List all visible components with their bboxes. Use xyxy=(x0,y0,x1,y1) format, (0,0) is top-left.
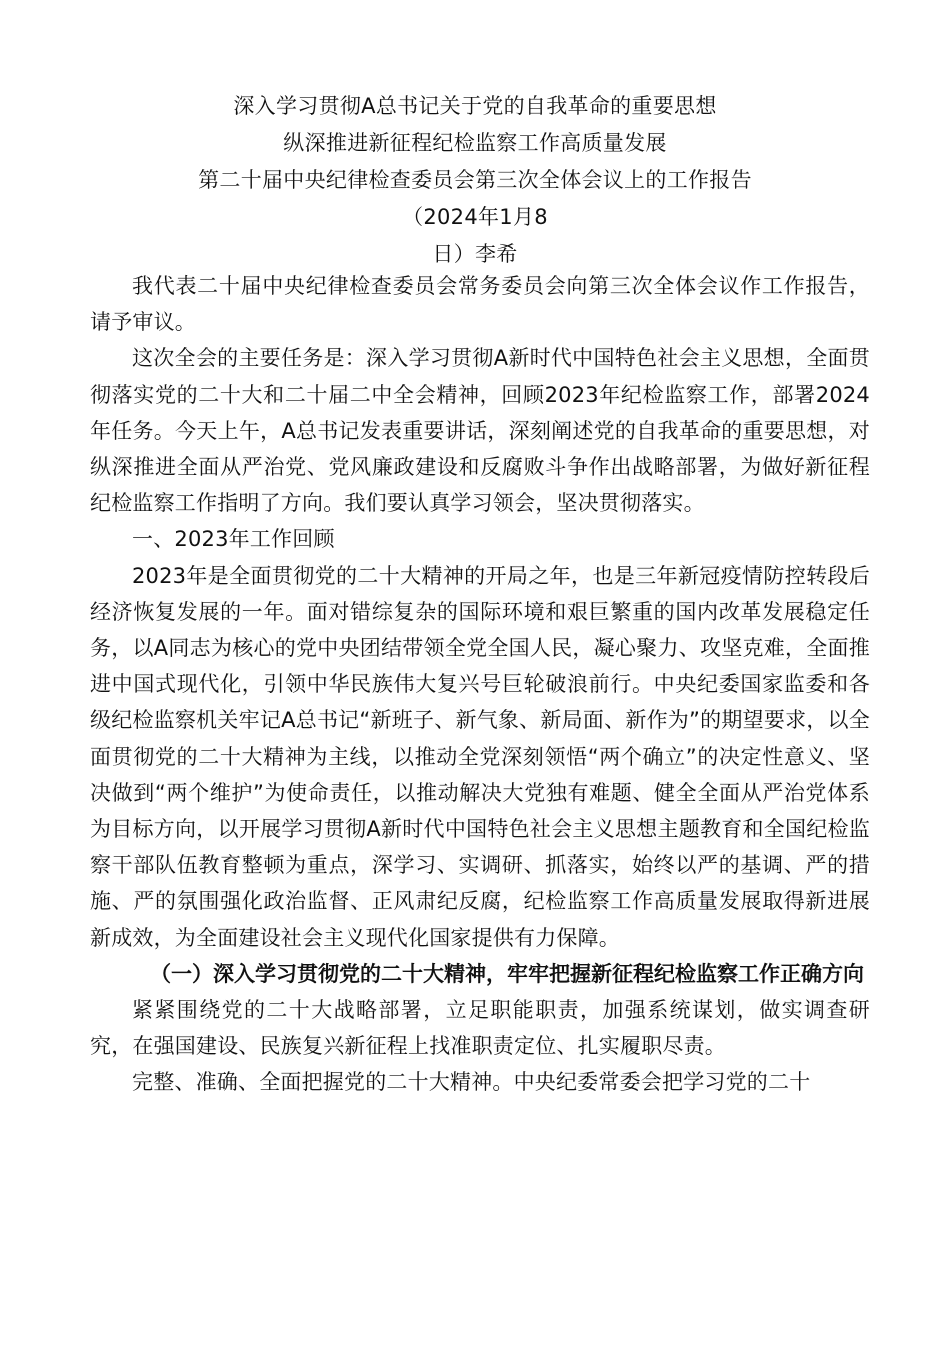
section-paragraph: 2023年是全面贯彻党的二十大精神的开局之年，也是三年新冠疫情防控转段后经济恢复发展的一年。面对错综复杂的国际环境和艰巨繁重的国内改革发展稳定任务，以A同志为核心的党中央团结带领全党全国人民，凝心聚力、攻坚克难，全面推进中国式现代化，引领中华民族伟大复兴号巨轮破浪前行。中央纪委国家监委和各级纪检监察机关牢记A总书记“新班子、新气象、新局面、新作为”的期望要求，以全面贯彻党的二十大精神为主线，以推动全党深刻领悟“两个确立”的决定性意义、坚决做到“两个维护”为使命责任，以推动解决大党独有难题、健全全面从严治党体系为目标方向，以开展学习贯彻A新时代中国特色社会主义思想主题教育和全国纪检监察干部队伍教育整顿为重点，深学习、实调研、抓落实，始终以严的基调、严的措施、严的氛围强化政治监督、正风肃纪反腐，纪检监察工作高质量发展取得新进展新成效，为全面建设社会主义现代化国家提供有力保障。 xyxy=(90,563,870,950)
title-line-2: 纵深推进新征程纪检监察工作高质量发展 xyxy=(283,131,667,155)
title-line-1: 深入学习贯彻A总书记关于党的自我革命的重要思想 xyxy=(233,94,717,118)
subsection-paragraph-2: 完整、准确、全面把握党的二十大精神。中央纪委常委会把学习党的二十 xyxy=(132,1070,811,1095)
document-title xyxy=(0,88,950,273)
subsection-paragraph-1: 紧紧围绕党的二十大战略部署，立足职能职责，加强系统谋划，做实调查研究，在强国建设、民族复兴新征程上找准职责定位、扎实履职尽责。 xyxy=(90,998,870,1059)
intro-paragraph-2: 这次全会的主要任务是：深入学习贯彻A新时代中国特色社会主义思想，全面贯彻落实党的二十大和二十届二中全会精神，回顾2023年纪检监察工作，部署2024年任务。今天上午，A总书记发表重要讲话，深刻阐述党的自我革命的重要思想，对纵深推进全面从严治党、党风廉政建设和反腐败斗争作出战略部署，为做好新征程纪检监察工作指明了方向。我们要认真学习领会，坚决贯彻落实。 xyxy=(90,346,870,516)
document-body xyxy=(90,268,870,1101)
title-author-line: 日）李希 xyxy=(432,242,518,266)
title-line-3: 第二十届中央纪律检查委员会第三次全体会议上的工作报告 xyxy=(198,168,752,192)
intro-paragraph-1: 我代表二十届中央纪律检查委员会常务委员会向第三次全体会议作工作报告，请予审议。 xyxy=(90,274,870,335)
section-heading: 一、2023年工作回顾 xyxy=(132,527,335,552)
subsection-heading: （一）深入学习贯彻党的二十大精神，牢牢把握新征程纪检监察工作正确方向 xyxy=(150,961,864,986)
title-date-line: （2024年1月8 xyxy=(402,205,548,229)
